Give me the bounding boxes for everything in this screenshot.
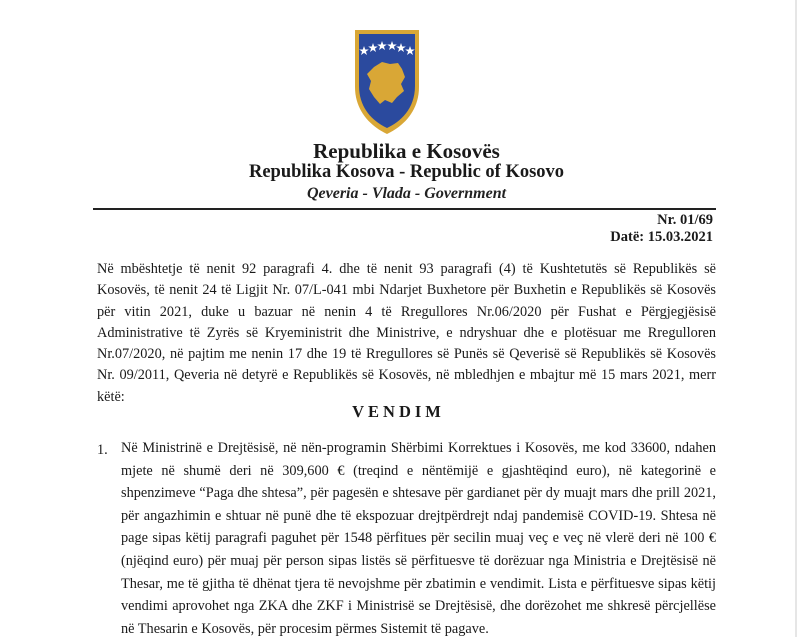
item-number: 1. — [97, 442, 108, 458]
header-line-2: Republika Kosova - Republic of Kosovo — [248, 162, 565, 182]
coat-of-arms-icon — [352, 27, 422, 137]
header-line-1: Republika e Kosovës — [313, 139, 500, 163]
header-divider — [93, 208, 716, 210]
decision-title: VENDIM — [352, 402, 445, 421]
document-number: Nr. 01/69 — [657, 212, 713, 228]
preamble-paragraph: Në mbështetje të nenit 92 paragrafi 4. dhe të nenit 93 paragrafi (4) të Kushtetutës së Republikës së Kosovës, të nenit 24 të Ligjit Nr. 07/L-041 mbi Ndarjet Buxhetore për Buxhetin e Republikës së Kosovës për vitin 2021, duke u bazuar në nenin 4 të Rregullores Nr.06/2020 për Fushat e Përgjegjësisë Administrative të Zyrës së Kryeministrit dhe Ministrive, e ndryshuar dhe e plotësuar me Rregulloren Nr.07/2020, në pajtim me nenin 17 dhe 19 të Rregullores së Punës së Qeverisë së Republikës së Kosovës Nr. 09/2011, Qeveria në detyrë e Republikës së Kosovës, në mbledhjen e mbajtur më 15 mars 2021, merr këtë: — [97, 261, 716, 405]
document-date: Datë: 15.03.2021 — [610, 229, 713, 245]
header-line-3: Qeveria - Vlada - Government — [306, 185, 507, 202]
item-text: Në Ministrinë e Drejtësisë, në nën-programin Shërbimi Korrektues i Kosovës, me kod 33600, ndahen mjete në shumë deri në 309,600 € (treqind e nëntëmijë e gjashtëqind euro), në kategorinë e shpenzimeve “Paga dhe shtesa”, për pagesën e shtesave për gardianet për dy muajt mars dhe prill 2021, për angazhimin e shtuar në punë dhe të ekspozuar drejtpërdrejt ndaj pandemisë COVID-19. Shtesa në page sipas këtij paragrafi paguhet për 1548 përfitues për secilin muaj veç e veç në vlerë deri në 100 € (njëqind euro) për muaj për person sipas listës së përfituesve të dorëzuar nga Ministria e Drejtësisë në Thesar, me të gjitha të dhënat tjera të nevojshme për zbatimin e vendimit. Lista e përfituesve sipas këtij vendimi aprovohet nga ZKA dhe ZKF i Ministrisë se Drejtësisë, dhe dorëzohet me shkresë përcjellëse në Thesarin e Kosovës, për procesim përmes Sistemit të pagave. — [121, 440, 716, 637]
